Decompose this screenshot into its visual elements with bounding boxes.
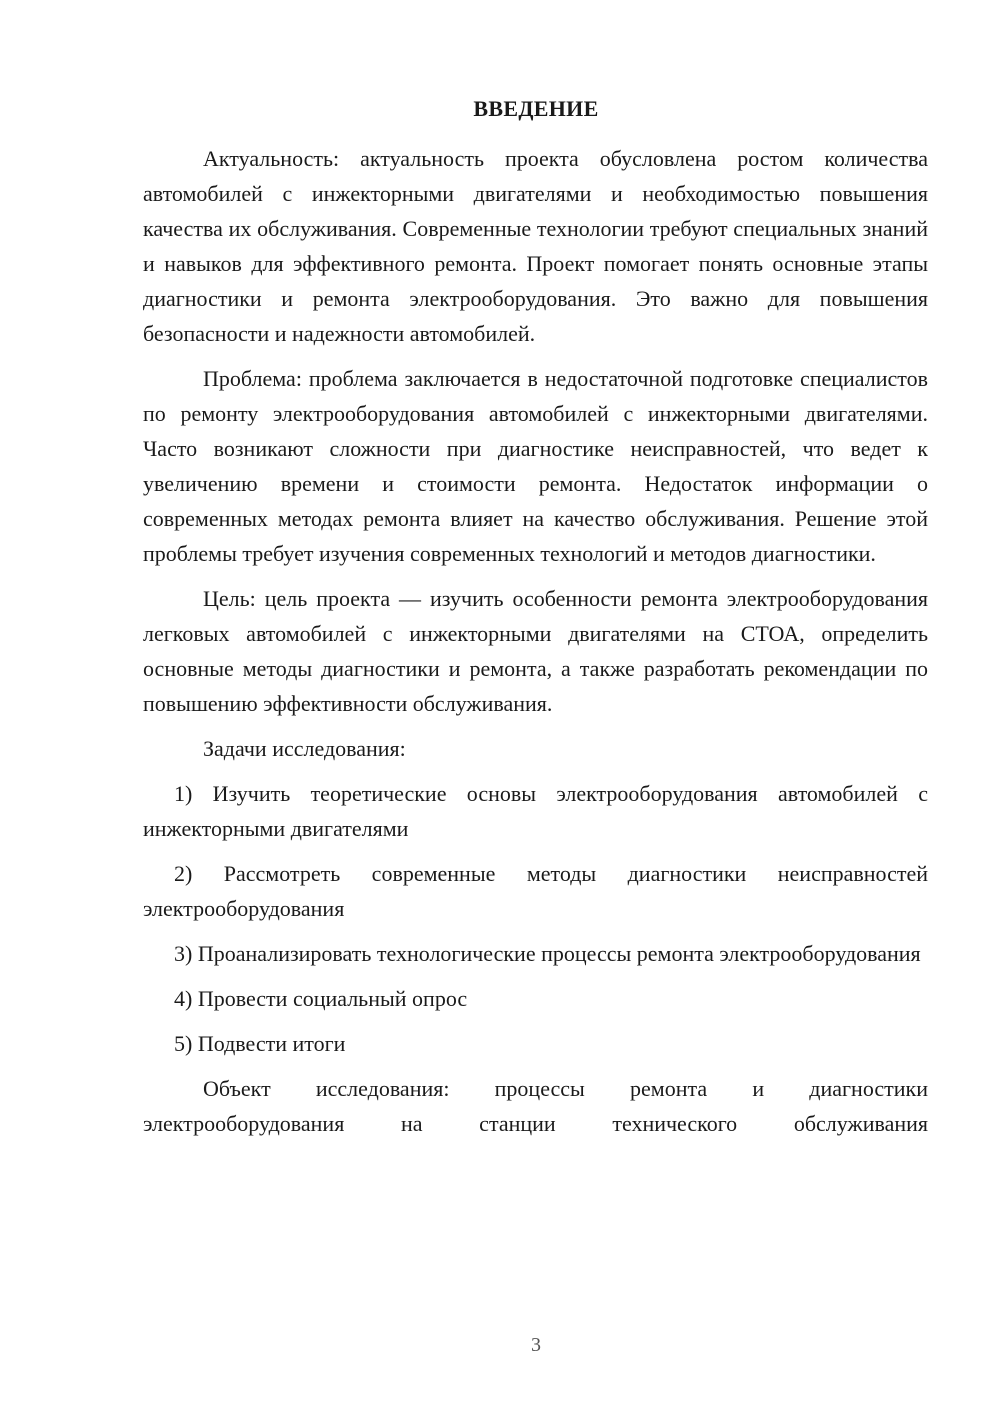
- paragraph-goal: Цель: цель проекта — изучить особенности ремонта электрооборудования легковых автомобилей с инжекторными двигателями на СТОА, определить основные методы диагностики и ремонта, а также разработать рекомендации по повышению эффективности обслуживания.: [143, 586, 928, 716]
- tasks-list: [143, 776, 928, 1061]
- task-item: 2) Рассмотреть современные методы диагностики неисправностей электрооборудования: [143, 861, 928, 921]
- task-item: 3) Проанализировать технологические процессы ремонта электрооборудования: [174, 941, 921, 966]
- paragraph-actuality: Актуальность: актуальность проекта обусловлена ростом количества автомобилей с инжекторными двигателями и необходимостью повышения качества их обслуживания. Современные технологии требуют специальных знаний и навыков для эффективного ремонта. Проект помогает понять основные этапы диагностики и ремонта электрооборудования. Это важно для повышения безопасности и надежности автомобилей.: [143, 146, 928, 346]
- paragraph-problem: Проблема: проблема заключается в недостаточной подготовке специалистов по ремонту электрооборудования автомобилей с инжекторными двигателями. Часто возникают сложности при диагностике неисправностей, что ведет к увеличению времени и стоимости ремонта. Недостаток информации о современных методах ремонта влияет на качество обслуживания. Решение этой проблемы требует изучения современных технологий и методов диагностики.: [143, 366, 928, 566]
- page-number: 3: [531, 1334, 541, 1356]
- task-item: 1) Изучить теоретические основы электрооборудования автомобилей с инжекторными двигателями: [143, 781, 928, 841]
- section-heading: ВВЕДЕНИЕ: [473, 96, 599, 121]
- document-body: [143, 141, 928, 1151]
- paragraph-object: Объект исследования: процессы ремонта и диагностики электрооборудования на станции технического обслуживания: [143, 1076, 928, 1136]
- task-item: 4) Провести социальный опрос: [174, 986, 468, 1011]
- task-item: 5) Подвести итоги: [174, 1031, 346, 1056]
- paragraph-tasks-intro: Задачи исследования:: [203, 736, 406, 761]
